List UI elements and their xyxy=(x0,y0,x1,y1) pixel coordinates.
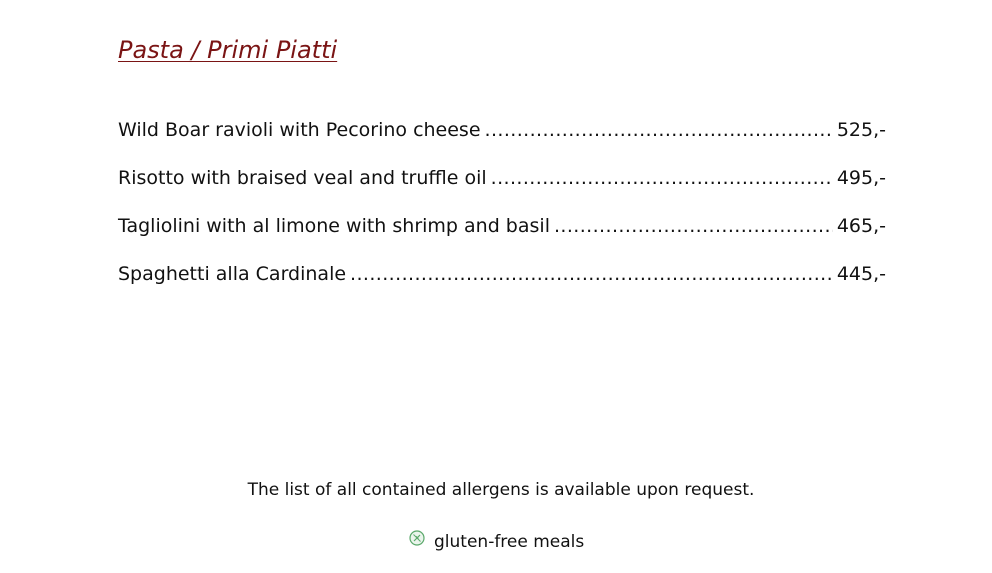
dish-price: 495,- xyxy=(836,167,886,189)
dot-leader xyxy=(554,212,833,240)
allergen-note: The list of all contained allergens is available upon request. xyxy=(247,480,755,500)
gluten-free-icon xyxy=(408,529,426,547)
dot-leader xyxy=(491,164,833,192)
menu-item xyxy=(118,260,886,308)
dish-price: 445,- xyxy=(836,263,886,285)
dot-leader xyxy=(350,260,833,288)
dish-name: Risotto with braised veal and truffle oil xyxy=(118,167,487,189)
dish-name: Wild Boar ravioli with Pecorino cheese xyxy=(118,119,481,141)
menu-item xyxy=(118,212,886,260)
dish-price: 465,- xyxy=(836,215,886,237)
menu-item xyxy=(118,116,886,164)
gluten-free-legend xyxy=(408,530,584,554)
dish-name: Spaghetti alla Cardinale xyxy=(118,263,347,285)
dish-price: 525,- xyxy=(836,119,886,141)
menu-item xyxy=(118,164,886,212)
dish-name: Tagliolini with al limone with shrimp and basil xyxy=(118,215,550,237)
section-title-link[interactable]: Pasta / Primi Piatti xyxy=(118,36,338,64)
menu-list xyxy=(118,116,886,308)
gluten-free-label: gluten-free meals xyxy=(434,532,585,552)
dot-leader xyxy=(485,116,833,144)
